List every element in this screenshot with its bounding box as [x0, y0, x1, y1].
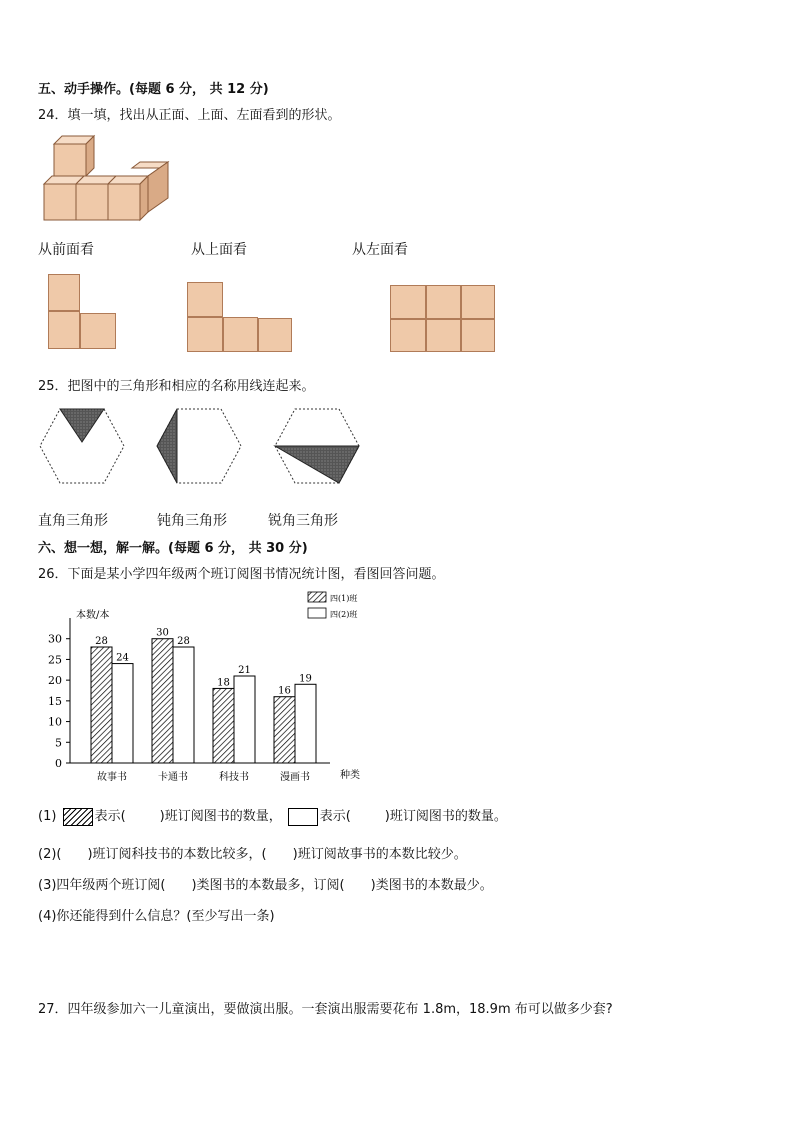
q26-sub1-text-b: )班订阅图书的数量，: [159, 809, 282, 824]
hexagon-obtuse-triangle-figure: [155, 406, 245, 486]
legend-swatch-series-2: [308, 608, 326, 618]
hexagon-right-triangle-figure: [38, 406, 128, 486]
legend-label-series-2: 四(2)班: [330, 610, 358, 619]
q26-sub3: (3)四年级两个班订阅( )类图书的本数最多，订阅( )类图书的本数最少。: [38, 878, 493, 893]
bar-value-label: 28: [177, 636, 190, 647]
bar-value-label: 30: [156, 627, 169, 639]
q26-sub2: (2)( )班订阅科技书的本数比较多，( )班订阅故事书的本数比较少。: [38, 847, 467, 862]
view-label-front: 从前面看: [38, 242, 94, 258]
bar: [213, 688, 234, 763]
bar-value-label: 24: [116, 652, 129, 664]
y-tick-label: 5: [55, 736, 62, 750]
bar-value-label: 18: [217, 677, 230, 689]
q26-sub1-number: (1): [38, 809, 57, 824]
bar: [112, 664, 133, 763]
y-axis-label: 本数/本: [76, 610, 110, 621]
x-tick-label: 故事书: [97, 772, 127, 783]
y-tick-label: 0: [55, 757, 62, 770]
bar: [234, 676, 255, 763]
x-axis-label: 种类: [340, 770, 360, 781]
q26-sub1-text-d: )班订阅图书的数量。: [384, 809, 507, 824]
bar-chart: [38, 588, 388, 788]
q24-stem: 24．填一填，找出从正面、上面、左面看到的形状。: [38, 108, 341, 123]
y-tick-label: 10: [48, 715, 62, 729]
bar-value-label: 21: [238, 665, 251, 676]
q26-sub1: [38, 805, 507, 826]
legend-label-series-1: 四(1)班: [330, 594, 358, 603]
bar: [91, 647, 112, 763]
bar-value-label: 16: [278, 685, 291, 697]
triangle-name-right: 直角三角形: [38, 513, 108, 529]
view-label-top: 从上面看: [191, 242, 247, 258]
y-tick-label: 20: [48, 674, 62, 688]
bar: [295, 684, 316, 763]
q25-stem: 25．把图中的三角形和相应的名称用线连起来。: [38, 379, 315, 394]
bar: [152, 639, 173, 763]
q26-sub4: (4)你还能得到什么信息？(至少写出一条): [38, 909, 275, 924]
legend-swatch-series-1: [308, 592, 326, 602]
x-tick-label: 漫画书: [280, 772, 310, 783]
q26-stem: 26．下面是某小学四年级两个班订阅图书情况统计图，看图回答问题。: [38, 567, 445, 582]
bar-value-label: 28: [95, 636, 108, 647]
view-label-left: 从左面看: [352, 242, 408, 258]
y-tick-label: 15: [48, 694, 62, 708]
hexagon-acute-triangle-figure: [273, 406, 363, 486]
triangle-name-obtuse: 钝角三角形: [157, 513, 227, 529]
section5-title: 五、动手操作。(每题 6 分， 共 12 分): [38, 82, 269, 97]
triangle-name-acute: 锐角三角形: [268, 513, 338, 529]
q26-sub1-text-c: 表示(: [319, 809, 351, 824]
bar: [173, 647, 194, 763]
x-tick-label: 科技书: [219, 772, 249, 783]
bar: [274, 697, 295, 763]
q26-sub1-text-a: 表示(: [94, 809, 126, 824]
blank-legend-icon: [288, 808, 318, 826]
bar-value-label: 19: [299, 673, 312, 685]
y-tick-label: 25: [48, 653, 62, 667]
hatch-legend-icon: [63, 808, 93, 826]
section6-title: 六、想一想，解一解。(每题 6 分， 共 30 分): [38, 541, 308, 556]
cube-arrangement-figure: [40, 132, 175, 228]
y-tick-label: 30: [48, 632, 62, 646]
q27-stem: 27．四年级参加六一儿童演出，要做演出服。一套演出服需要花布 1.8m，18.9m 布可以做多少套?: [38, 1002, 613, 1017]
x-tick-label: 卡通书: [158, 772, 188, 783]
